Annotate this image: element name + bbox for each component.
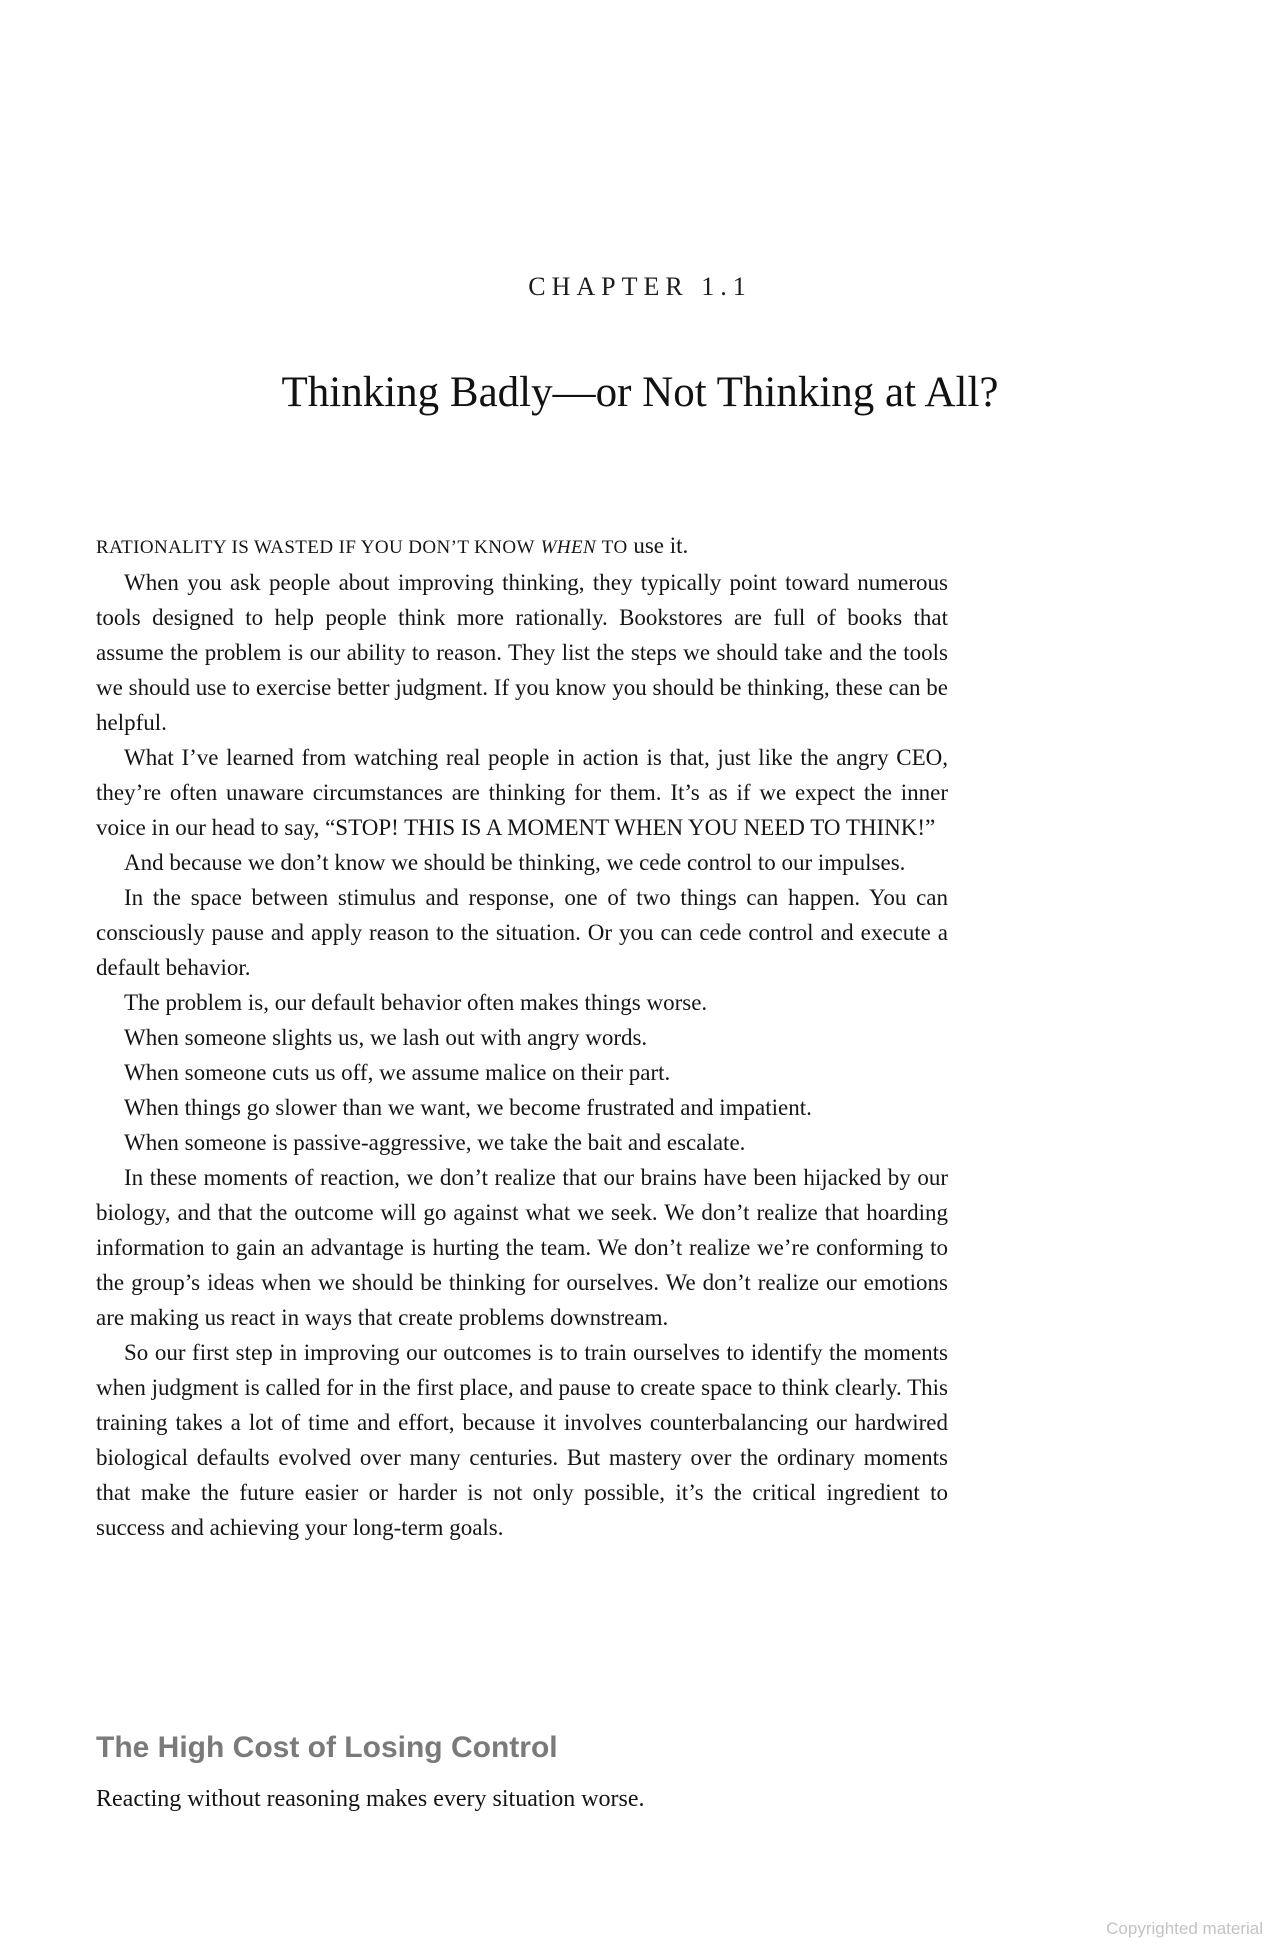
section-heading: The High Cost of Losing Control <box>96 1731 558 1764</box>
body-paragraph: When someone cuts us off, we assume malice on their part. <box>124 1060 671 1085</box>
body-paragraph: In these moments of reaction, we don’t realize that our brains have been hijacked by our biology, and that the outcome will go against what we seek. We don’t realize that hoarding information to gain an advantage is hurting the team. We don’t realize we’re conforming to the group’s ideas when we should be thinking for ourselves. We don’t realize our emotions are making us react in ways that create problems downstream. <box>96 1165 948 1330</box>
body-paragraph: When you ask people about improving thinking, they typically point toward numerous tools designed to help people think more rationally. Bookstores are full of books that assume the problem is our ability to reason. They list the steps we should take and the tools we should use to exercise better judgment. If you know you should be thinking, these can be helpful. <box>96 570 948 735</box>
body-paragraph: And because we don’t know we should be thinking, we cede control to our impulses. <box>124 850 906 875</box>
body-paragraph: So our first step in improving our outcomes is to train ourselves to identify the moments when judgment is called for in the first place, and pause to create space to think clearly. This training takes a lot of time and effort, because it involves counterbalancing our hardwired biological defaults evolved over many centuries. But mastery over the ordinary moments that make the future easier or harder is not only possible, it’s the critical ingredient to success and achieving your long-term goals. <box>96 1340 948 1540</box>
body-paragraph: When someone is passive-aggressive, we take the bait and escalate. <box>124 1130 746 1155</box>
body-paragraph: When someone slights us, we lash out with angry words. <box>124 1025 648 1050</box>
lede-regular-text: use it. <box>633 533 689 558</box>
lede-italic-word: WHEN <box>540 537 597 558</box>
body-paragraph: The problem is, our default behavior often makes things worse. <box>124 990 708 1015</box>
lede-smallcaps-text: TO <box>601 537 628 558</box>
body-paragraph: In the space between stimulus and response, one of two things can happen. You can consciously pause and apply reason to the situation. Or you can cede control and execute a default behavior. <box>96 885 948 980</box>
chapter-label: CHAPTER 1.1 <box>528 272 752 301</box>
body-text-block <box>96 528 948 1545</box>
section-subtitle: Reacting without reasoning makes every situation worse. <box>96 1786 645 1812</box>
copyright-watermark: Copyrighted material <box>1106 1919 1263 1938</box>
lede-paragraph <box>96 528 948 565</box>
body-paragraph: When things go slower than we want, we become frustrated and impatient. <box>124 1095 812 1120</box>
lede-smallcaps-text: RATIONALITY IS WASTED IF YOU DON’T KNOW <box>96 537 535 558</box>
chapter-title: Thinking Badly—or Not Thinking at All? <box>281 369 999 416</box>
body-paragraph: What I’ve learned from watching real people in action is that, just like the angry CEO, they’re often unaware circumstances are thinking for them. It’s as if we expect the inner voice in our head to say, “STOP! THIS IS A MOMENT WHEN YOU NEED TO THINK!” <box>96 745 948 840</box>
